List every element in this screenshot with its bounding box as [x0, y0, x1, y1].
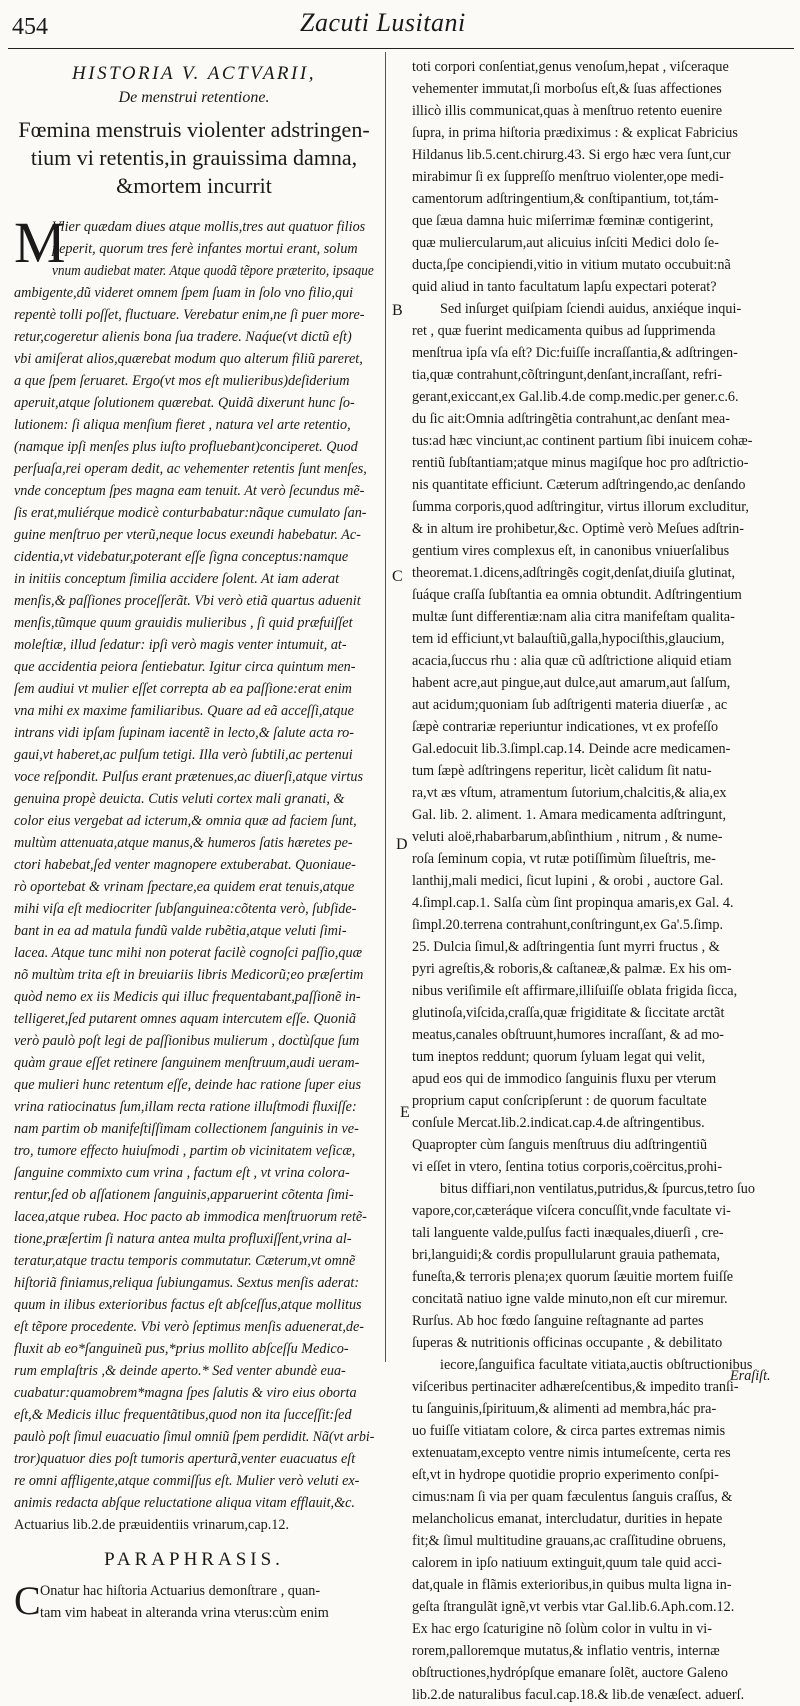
- text-line: quàm graue eſſet retinere ſanguinem menſtruum,audi ueram-: [14, 1055, 360, 1071]
- header-rule: [8, 48, 794, 49]
- text-line: tam vim habeat in alteranda vrina vterus:cùm enim: [40, 1605, 329, 1621]
- history-subheading: De menstrui retentione.: [118, 89, 270, 106]
- text-line: fit;& ſimul multitudine grauans,ac craſſitudine obruens,: [412, 1533, 727, 1549]
- margin-mark-b: B: [392, 302, 403, 319]
- text-line: rorem,palloremque mutatus,& inflatio ventris, internæ: [412, 1643, 720, 1659]
- text-line: rò oportebat & vrinam ſpectare,ea quidem erat tenuis,atque: [14, 879, 355, 895]
- column-divider: [385, 52, 386, 1362]
- summary-heading-line: Fœmina menstruis violenter adstringen-: [18, 117, 370, 142]
- text-line: bitus diffiari,non ventilatus,putridus,& ſpurcus,tetro ſuo: [440, 1181, 755, 1197]
- text-line: gentium vires complexus eſt, in canonibus vniuerſalibus: [412, 543, 730, 559]
- text-line: moleſtiæ, illud ſedatur: ipſi verò magis venter intumuit, at-: [14, 637, 347, 653]
- text-line: paulò poſt ſimul euacuatio ſimul omniũ ſpem perdidit. Nã(vt arbi-: [14, 1429, 375, 1445]
- text-line: 4.ſimpl.cap.1. Salſa cùm ſint propinqua amaris,ex Gal. 4.: [412, 895, 734, 911]
- text-line: verò paulò poſt legi de paſſionibus mulierum , doctùſque ſum: [14, 1033, 360, 1049]
- drop-cap: M: [14, 210, 66, 275]
- text-line: funeſta,& terroris plena;ex quorum ſæuitie mortem fuiſſe: [412, 1269, 734, 1285]
- text-line: vi eſſet in vtero, ſentina totius corporis,coërcitus,prohi-: [412, 1159, 723, 1175]
- text-line: menſtrua ipſa vſa eſt? Dic:fuiſſe incraſſantia,& adſtringen-: [412, 345, 738, 361]
- text-line: conſule Mercat.lib.2.indicat.cap.4.de aſtringentibus.: [412, 1115, 705, 1131]
- text-line: tali languente valde,pulſus facti inæquales,diuerſi , cre-: [412, 1225, 724, 1241]
- text-line: melancholicus emanat, intercludatur, durities in hepate: [412, 1511, 723, 1527]
- page-number: 454: [12, 14, 48, 40]
- text-line: ſupra, in prima hiſtoria prædiximus : & explicat Fabricius: [412, 125, 738, 141]
- text-line: menſis,& paſſiones proceſſerãt. Vbi verò etiã quartus aduenit: [14, 593, 361, 609]
- drop-cap: C: [14, 1578, 41, 1623]
- text-line: dat,quale in flãmis exterioribus,in quibus multa ligna in-: [412, 1577, 732, 1593]
- text-line: camentorum adſtringentium,& conſtipantium, tot,tám-: [412, 191, 719, 207]
- text-line: nis quantitate efficiunt. Cæterum adſtringendo,ac denſando: [412, 477, 746, 493]
- text-line: vbi amiſerat alios,quærebat modum quo alterum filiũ pareret,: [14, 351, 363, 367]
- text-line: eſt tẽpore procedente. Vbi verò ſeptimus menſis aduenerat,de-: [14, 1319, 364, 1335]
- summary-heading-line: tium vi retentis,in grauissima damna,: [30, 145, 358, 170]
- text-line: tus:ad hæc vinciunt,ac continent partium ſibi inuicem cohæ-: [412, 433, 753, 449]
- text-line: telligeret,ſed putarent omnes aquam intercutem eſſe. Quoniã: [14, 1011, 357, 1027]
- paraphrasis-heading: PARAPHRASIS.: [104, 1549, 284, 1570]
- text-line: nibus veriſimile eſt affirmare,illiſuiſſe oblata frigida ſicca,: [412, 983, 738, 999]
- text-line: ſis erat,muliérque modicè conturbabatur:nãque cumulato ſan-: [14, 505, 367, 521]
- text-line: lacea. Atque tunc mihi non poterat facilè cognoſci paſſio,quæ: [14, 945, 363, 961]
- text-line: acacia,ſuccus rhu : alia quæ cũ adſtrictione aliquid etiam: [412, 653, 732, 669]
- text-line: cimus:nam ſi via per quam fæculentus ſanguis craſſus, &: [412, 1489, 733, 1505]
- text-line: perſuaſa,rei operam dedit, ac vehementer retentis ſunt menſes,: [14, 461, 367, 477]
- text-line: veluti aloë,rhabarbarum,abſinthium , nitrum , & nume-: [412, 829, 723, 845]
- text-line: glutinoſa,viſcida,craſſa,quæ frigiditate & ſiccitate arctãt: [412, 1005, 725, 1021]
- text-line: ſuáque craſſa ſubſtantia ea omnia obtundit. Adſtringentium: [412, 587, 742, 603]
- text-line: re omni affligente,atque commiſſus eſt. Mulier verò veluti ex-: [14, 1473, 360, 1489]
- margin-mark-e: E: [400, 1104, 410, 1121]
- text-line: eſt,& Medicis illuc frequentãtibus,quod non ita ſucceſſit:ſed: [14, 1407, 352, 1423]
- text-line: toti corpori conſentiat,genus venoſum,hepat , viſceraque: [412, 59, 729, 75]
- text-line: vnde conceptum ſpes magna eam tenuit. At verò ſecundus mẽ-: [14, 483, 365, 499]
- text-line: mihi viſa eſt mediocriter ſubſanguinea:cõtenta verò, ſubſide-: [14, 901, 357, 917]
- text-line: tror)quatuor dies poſt tumoris aperturã,venter euacuatus eſt: [14, 1451, 356, 1467]
- text-line: tem id efficiunt,vt balauſtiũ,galla,hypociſthis,glaucium,: [412, 631, 725, 647]
- text-line: ret , quæ fuerint medicamenta quibus ad ſupprimenda: [412, 323, 716, 339]
- text-line: quid aliud in tanto facultatum lapſu expectari poterat?: [412, 279, 717, 295]
- text-line: cuabatur:quamobrem*magna ſpes ſalutis & viro eius oborta: [14, 1385, 357, 1401]
- text-line: hiſtoriã finiamus,reliqua ſubiungamus. Sextus menſis aderat:: [14, 1275, 360, 1291]
- text-line: Quapropter cùm ſanguis menſtruus diu adſtringentiũ: [412, 1137, 708, 1153]
- text-line: viſceribus pertinaciter adhæreſcentibus,& impedito tranſi-: [412, 1379, 739, 1395]
- text-line: obſtructiones,hydrópſque emanare ſolẽt, auctore Galeno: [412, 1665, 728, 1681]
- text-line: genuina propè deuicta. Cutis veluti cortex mali granati, &: [14, 791, 345, 807]
- text-line: Rurſus. Ab hoc fœdo ſanguine reſtagnante ad partes: [412, 1313, 704, 1329]
- text-line: a que ſpem ſeruaret. Ergo(vt mos eſt mulieribus)deſiderium: [14, 373, 350, 389]
- text-line: peperit, quorum tres ferè infantes mortui erant, solum: [52, 241, 358, 257]
- text-line: ſæpè contrariæ reperiuntur indicationes, vt ex profeſſo: [412, 719, 719, 735]
- text-line: vapore,cor,cæteráque viſcera concuſſit,vnde facultate vi-: [412, 1203, 731, 1219]
- text-line: Onatur hac hiſtoria Actuarius demonſtrare , quan-: [40, 1583, 321, 1599]
- text-line: bant in ea ad matula fundũ valde rubẽtia,atque veluti ſimi-: [14, 923, 347, 939]
- text-line: que mulieri hunc retentum eſſe, deinde hac ratione ſuper eius: [14, 1077, 361, 1093]
- text-line: 25. Dulcia ſimul,& adſtringentia ſunt myrri fructus , &: [412, 939, 720, 955]
- text-line: guine menſtruo per vterũ,neque locus exeundi habebatur. Ac-: [14, 527, 361, 543]
- text-line: que accidentia peiora ſentiebatur. Igitur circa quintum men-: [14, 659, 356, 675]
- running-title: Zacuti Lusitani: [300, 8, 466, 37]
- text-line: ducta,ſpe concipiendi,vitio in vitium mutato occubuit:nã: [412, 257, 731, 273]
- right-column: [412, 56, 788, 1706]
- margin-mark-d: D: [396, 836, 408, 853]
- paraphrasis-text: [14, 1580, 374, 1624]
- text-line: retur,cogeretur alienis bona ſua tradere. Naq́ue(vt dictũ eſt): [14, 329, 352, 345]
- text-line: vnum audiebat mater. Atque quodã tẽpore præterito, ipsaque: [52, 263, 374, 279]
- text-line: aperuit,atque ſolutionem quærebat. Quidã dixerunt hunc ſo-: [14, 395, 355, 411]
- text-line: geſta ſtrangulãt ignẽ,vt verbis vtar Gal.lib.6.Aph.com.12.: [412, 1599, 735, 1615]
- text-line: rentiũ ſubſtantiam;atque minus magiſque hoc pro adſtrictio-: [412, 455, 749, 471]
- text-line: proprium caput conſcripſerunt : de quorum facultate: [412, 1093, 707, 1109]
- text-line: quòd nemo ex iis Medicis qui illuc frequentabant,paſſionẽ in-: [14, 989, 361, 1005]
- text-line: ſuperas & nutritionis officinas occupante , & debilitato: [412, 1335, 723, 1351]
- text-line: vehementer immutat,ſi morboſus eſt,& ſuas affectiones: [412, 81, 722, 97]
- text-line: quum in ilibus exterioribus factus eſt abſceſſus,atque mollitus: [14, 1297, 362, 1313]
- text-line: que ſæua damna huic miſerrimæ fœminæ contigerint,: [412, 213, 714, 229]
- text-line: ſem audiui vt mulier eſſet correpta ab ea paſſione:erat enim: [14, 681, 352, 697]
- text-line: mirabimur ſi ex ſuppreſſo menſtruo violenter,ope medi-: [412, 169, 724, 185]
- text-line: color eius vergebat ad icterum,& omnia quæ ad faciem ſunt,: [14, 813, 357, 829]
- text-line: pyri agreſtis,& roboris,& caſtaneæ,& palmæ. Ex his om-: [412, 961, 732, 977]
- text-line: gaui,vt haberet,ac pulſum tetigi. Illa verò ſubtili,ac pertenui: [14, 747, 353, 763]
- text-line: voce reſpondit. Pulſus erant prætenues,ac diuerſi,atque virtus: [14, 769, 363, 785]
- text-line: lacea,atque rubea. Hoc pacto ab immodica menſtruorum retẽ-: [14, 1209, 367, 1225]
- text-line: theoremat.1.dicens,adſtringẽs cogit,denſat,diuiſa glutinat,: [412, 565, 736, 581]
- text-line: Sed inſurget quiſpiam ſciendi auidus, anxiéque inqui-: [440, 301, 742, 317]
- text-line: lutionem: ſi aliqua menſium fieret , natura vel arte retentio,: [14, 417, 351, 433]
- text-line: ſimpl.20.terrena contrahunt,conſtringunt,ex Ga'.5.ſimp.: [412, 917, 724, 933]
- text-line: ctori habebat,ſed venter magnopere extuberabat. Quoniaue-: [14, 857, 356, 873]
- text-line: ra,vt æs vſtum, atramentum ſutorium,chalcitis,& alia,ex: [412, 785, 727, 801]
- text-line: cidentia,vt videbatur,poterant eſſe ſigna conceptus:namque: [14, 549, 349, 565]
- text-line: menſis,tũmque quum grauidis mulieribus , ſi quid præfuiſſet: [14, 615, 353, 631]
- text-line: illicò illis communicat,quas à menſtruo retento euenire: [412, 103, 723, 119]
- text-line: quæ muliercularum,aut alicuius inſciti Medici dolo ſe-: [412, 235, 719, 251]
- history-text: [14, 210, 375, 1536]
- catchword: Eraſiſt.: [730, 1368, 771, 1384]
- text-line: vrina ratiocinatus ſum,illam recta ratione illuſtmodi fluxiſſe:: [14, 1099, 357, 1115]
- text-line: fluxit ab eo*ſanguineũ pus,*prius mollito abſceſſu Medico-: [14, 1341, 349, 1357]
- text-line: Gal. lib. 2. aliment. 1. Amara medicamenta adſtringunt,: [412, 807, 727, 823]
- text-line: nõ multùm trita eſt in breuiariis libris Medicorũ;eo præſertim: [14, 967, 364, 983]
- text-line: Gal.edocuit lib.3.ſimpl.cap.14. Deinde acre medicamen-: [412, 741, 731, 757]
- text-line: teratur,atque tractu temporis commutatur. Cæterum,vt omnẽ: [14, 1253, 356, 1269]
- text-line: animis redacta abſque reluctatione aliqua vitam efflauit,&c.: [14, 1495, 355, 1511]
- text-line: extenuatam,excepto ventre nimis intumeſcente, certa res: [412, 1445, 731, 1461]
- text-line: gerant,exiccant,ex Gal.lib.4.de comp.medic.per gener.c.6.: [412, 389, 739, 405]
- text-line: Vlier quædam diues atque mollis,tres aut quatuor filios: [52, 219, 366, 235]
- text-line: Actuarius lib.2.de præuidentiis vrinarum,cap.12.: [14, 1517, 290, 1533]
- text-line: ſumma corporis,quod adſtringitur, virtus illorum excluditur,: [412, 499, 749, 515]
- text-line: iecore,ſanguifica facultate vitiata,auctis obſtructionibus: [440, 1357, 753, 1373]
- text-line: repentè tolli poſſet, fluctuare. Verebatur enim,ne ſi puer more-: [14, 307, 365, 323]
- text-line: tu ſanguinis,ſpirituum,& alimenti ad membra,hác pra-: [412, 1401, 717, 1417]
- text-line: aut acidum;quoniam ſub adſtrigenti materia diuerſæ , ac: [412, 697, 728, 713]
- text-line: ambigente,dũ videret omnem ſpem ſuam in ſolo vno filio,qui: [14, 285, 354, 301]
- margin-mark-c: C: [392, 568, 403, 585]
- text-line: multæ ſunt differentiæ:nam alia citra manifeſtam qualita-: [412, 609, 735, 625]
- text-line: lib.2.de naturalibus facul.cap.18.& lib.de venæſect. aduerſ.: [412, 1687, 745, 1703]
- summary-heading-line: &mortem incurrit: [116, 173, 272, 198]
- text-line: tum ſæpè adſtringens reperitur, licèt calidum ſit natu-: [412, 763, 712, 779]
- commentary-text: [412, 56, 788, 1706]
- text-line: tum ineptos reddunt; quorum ſyluam legat qui velit,: [412, 1049, 706, 1065]
- text-line: lanthij,mali medici, ſicut lupini , & orobi , auctore Gal.: [412, 873, 724, 889]
- text-line: apud eos qui de immodico ſanguinis fluxu per vterum: [412, 1071, 717, 1087]
- text-line: (namque ipſi menſes plus iuſto profluebant)conciperet. Quod: [14, 439, 358, 455]
- text-line: tione,præſertim ſi natura antea multa profluxiſſent,vrina al-: [14, 1231, 352, 1247]
- text-line: du ſic ait:Omnia adſtringẽtia contrahunt,ac denſant mea-: [412, 411, 730, 427]
- text-line: nam partim ob manifeſtiſſimam collectionem ſanguinis in ve-: [14, 1121, 359, 1137]
- history-heading: HISTORIA V. ACTVARII,: [72, 63, 316, 84]
- text-line: intrans vidi ipſam ſupinam iacentẽ in lecto,& ſalute acta ro-: [14, 725, 354, 741]
- text-line: meatus,canales obſtruunt,humores incraſſant, & ad mo-: [412, 1027, 725, 1043]
- text-line: & in altum ire prohibetur,&c. Optimè verò Meſues adſtrin-: [412, 521, 744, 537]
- text-line: multùm attenuata,atque manus,& humeros ſatis hæretes pe-: [14, 835, 353, 851]
- text-line: habent acre,aut pingue,aut dulce,aut amarum,aut ſalſum,: [412, 675, 731, 691]
- text-line: Ex hac ergo ſcaturigine nõ ſolùm color in vultu in vi-: [412, 1621, 712, 1637]
- text-line: roſa ſeminum copia, vt rutæ potiſſimùm ſilueſtris, me-: [412, 851, 716, 867]
- text-line: calorem in ipſo natiuum extinguit,quum tale quid acci-: [412, 1555, 722, 1571]
- left-column: [14, 56, 374, 1624]
- text-line: ſanguine commixto cum vrina , factum eſt , vt vrina colora-: [14, 1165, 350, 1181]
- text-line: uo fuiſſe vitiatam colore, & circa partes extremas nimis: [412, 1423, 726, 1439]
- text-line: rentur,ſed ob aſſationem ſanguinis,apparuerint cõtenta ſimi-: [14, 1187, 354, 1203]
- text-line: Hildanus lib.5.cent.chirurg.43. Si ergo hæc vera ſunt,cur: [412, 147, 731, 163]
- text-line: tro, tumore effecto huiuſmodi , partim ob vicinitatem veſicæ,: [14, 1143, 356, 1159]
- text-line: tia,quæ contrahunt,cõſtringunt,denſant,incraſſant, refri-: [412, 367, 723, 383]
- text-line: in initiis conceptum ſimilia accidere ſolent. At iam aderat: [14, 571, 340, 587]
- text-line: rum emplaſtris ,& deinde aperto.* Sed venter abundè eua-: [14, 1363, 346, 1379]
- text-line: bri,languidi;& cordis propullularunt grauia pathemata,: [412, 1247, 721, 1263]
- text-line: vna mihi ex maxime familiaribus. Quare ad eã acceſſi,atque: [14, 703, 354, 719]
- text-line: concitatã natiuo igne valde minuto,non eſt cur miremur.: [412, 1291, 728, 1307]
- text-line: eſt,vt in hydrope quotidie proprio experimento conſpi-: [412, 1467, 719, 1483]
